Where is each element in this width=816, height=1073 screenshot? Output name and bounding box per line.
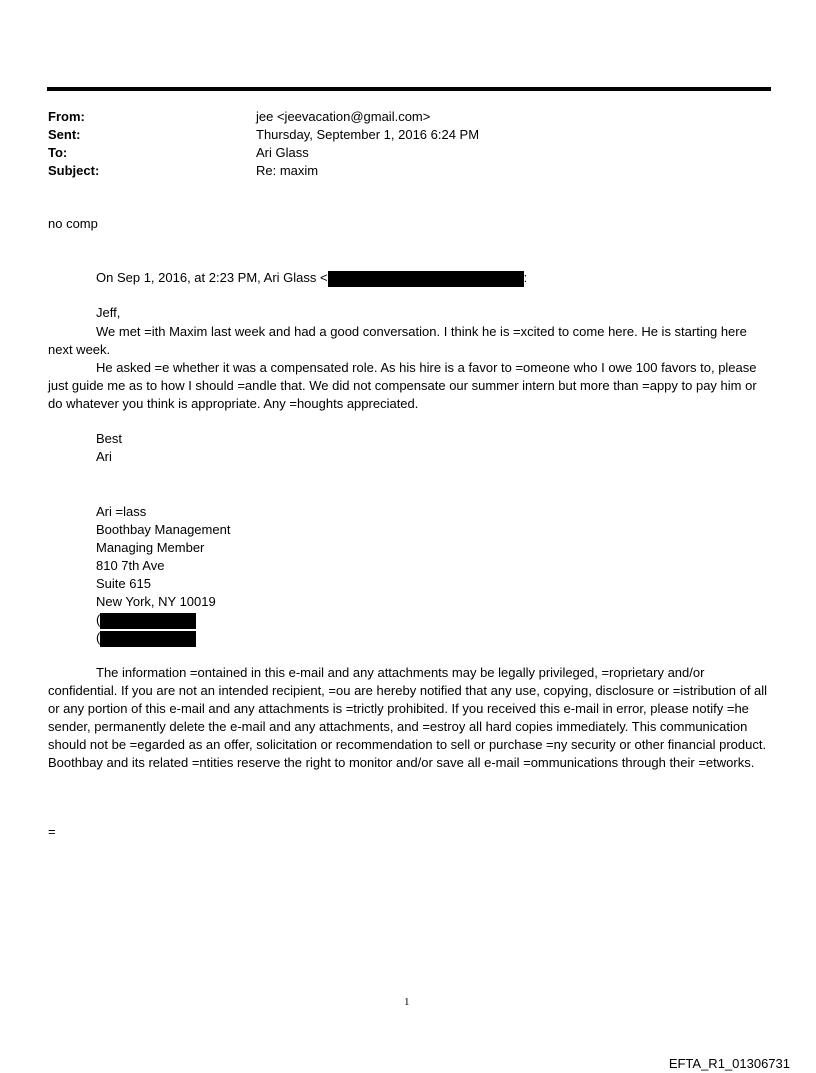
signature-phone-1	[96, 611, 230, 629]
sent-label: Sent:	[48, 127, 81, 142]
signature-city: New York, NY 10019	[96, 594, 216, 609]
quote-paragraph-1-rest: here next week.	[48, 324, 747, 357]
signature-phone-2	[96, 629, 230, 647]
redaction-block	[100, 613, 196, 629]
quote-intro	[96, 269, 527, 287]
disclaimer	[48, 664, 772, 772]
signature-title: Managing Member	[96, 540, 205, 555]
email-header	[48, 108, 479, 180]
subject-value: Re: maxim	[256, 163, 319, 178]
to-value: Ari Glass	[256, 145, 309, 160]
quote-closing: Best	[96, 431, 123, 446]
sent-row	[48, 126, 479, 144]
to-label: To:	[48, 145, 68, 160]
header-rule	[47, 87, 771, 91]
subject-label: Subject:	[48, 163, 100, 178]
quote-paragraph-2-rest: please just guide me as to how I should =andle that. We did not compensate our summer intern but more than =appy to pay him or do whatever you think is appropriate. Any =houghts appreciated.	[48, 360, 757, 411]
redaction-block	[328, 271, 524, 287]
disclaimer-first: The information =ontained in this e-mail and any attachments may be legally privileged, =roprietary and/or	[96, 665, 705, 680]
redaction-block	[100, 631, 196, 647]
from-label: From:	[48, 109, 85, 124]
from-value: jee <jeevacation@gmail.com>	[256, 109, 431, 124]
quote-intro-suffix: :	[523, 270, 528, 285]
quote-paragraph-2-first: He asked =e whether it was a compensated role. As his hire is a favor to =omeone who I owe 100 favors to,	[96, 360, 715, 375]
phone-1-prefix: (	[96, 612, 101, 627]
reply-text: no comp	[48, 216, 98, 231]
signature-company: Boothbay Management	[96, 522, 231, 537]
page-number: 1	[404, 996, 410, 1008]
quote-closing-name: Ari	[96, 449, 112, 464]
quote-paragraph-2	[48, 359, 772, 413]
quote-paragraph-1-first: We met =ith Maxim last week and had a good conversation. I think he is =xcited to come here. He is starting	[96, 324, 718, 339]
quote-paragraph-1	[48, 323, 772, 359]
signature-block	[96, 503, 230, 647]
trailer-text: =	[48, 824, 56, 839]
phone-2-prefix: (	[96, 630, 101, 645]
sent-value: Thursday, September 1, 2016 6:24 PM	[256, 127, 480, 142]
signature-name: Ari =lass	[96, 504, 147, 519]
signature-address1: 810 7th Ave	[96, 558, 165, 573]
quote-greeting: Jeff,	[96, 305, 121, 320]
to-row	[48, 144, 479, 162]
quote-intro-prefix: On Sep 1, 2016, at 2:23 PM, Ari Glass <	[96, 270, 328, 285]
disclaimer-rest: confidential. If you are not an intended recipient, =ou are hereby notified that any use, copying, disclosure or =istribution of all or any portion of this e-mail and any attachments is =trictly prohibited. If you received this e-mail in error, please notify =he sender, permanently delete the e-mail and any attachments, and =estroy all hard copies immediately. This communication should not be =egarded as an offer, solicitation or recommendation to sell or purchase =ny security or other financial product. Boothbay and its related =ntities reserve the right to monitor and/or save all e-mail =ommunications through their =etworks.	[48, 683, 768, 770]
signature-address2: Suite 615	[96, 576, 151, 591]
bates-number: EFTA_R1_01306731	[668, 1056, 790, 1071]
subject-row	[48, 162, 479, 180]
from-row	[48, 108, 479, 126]
